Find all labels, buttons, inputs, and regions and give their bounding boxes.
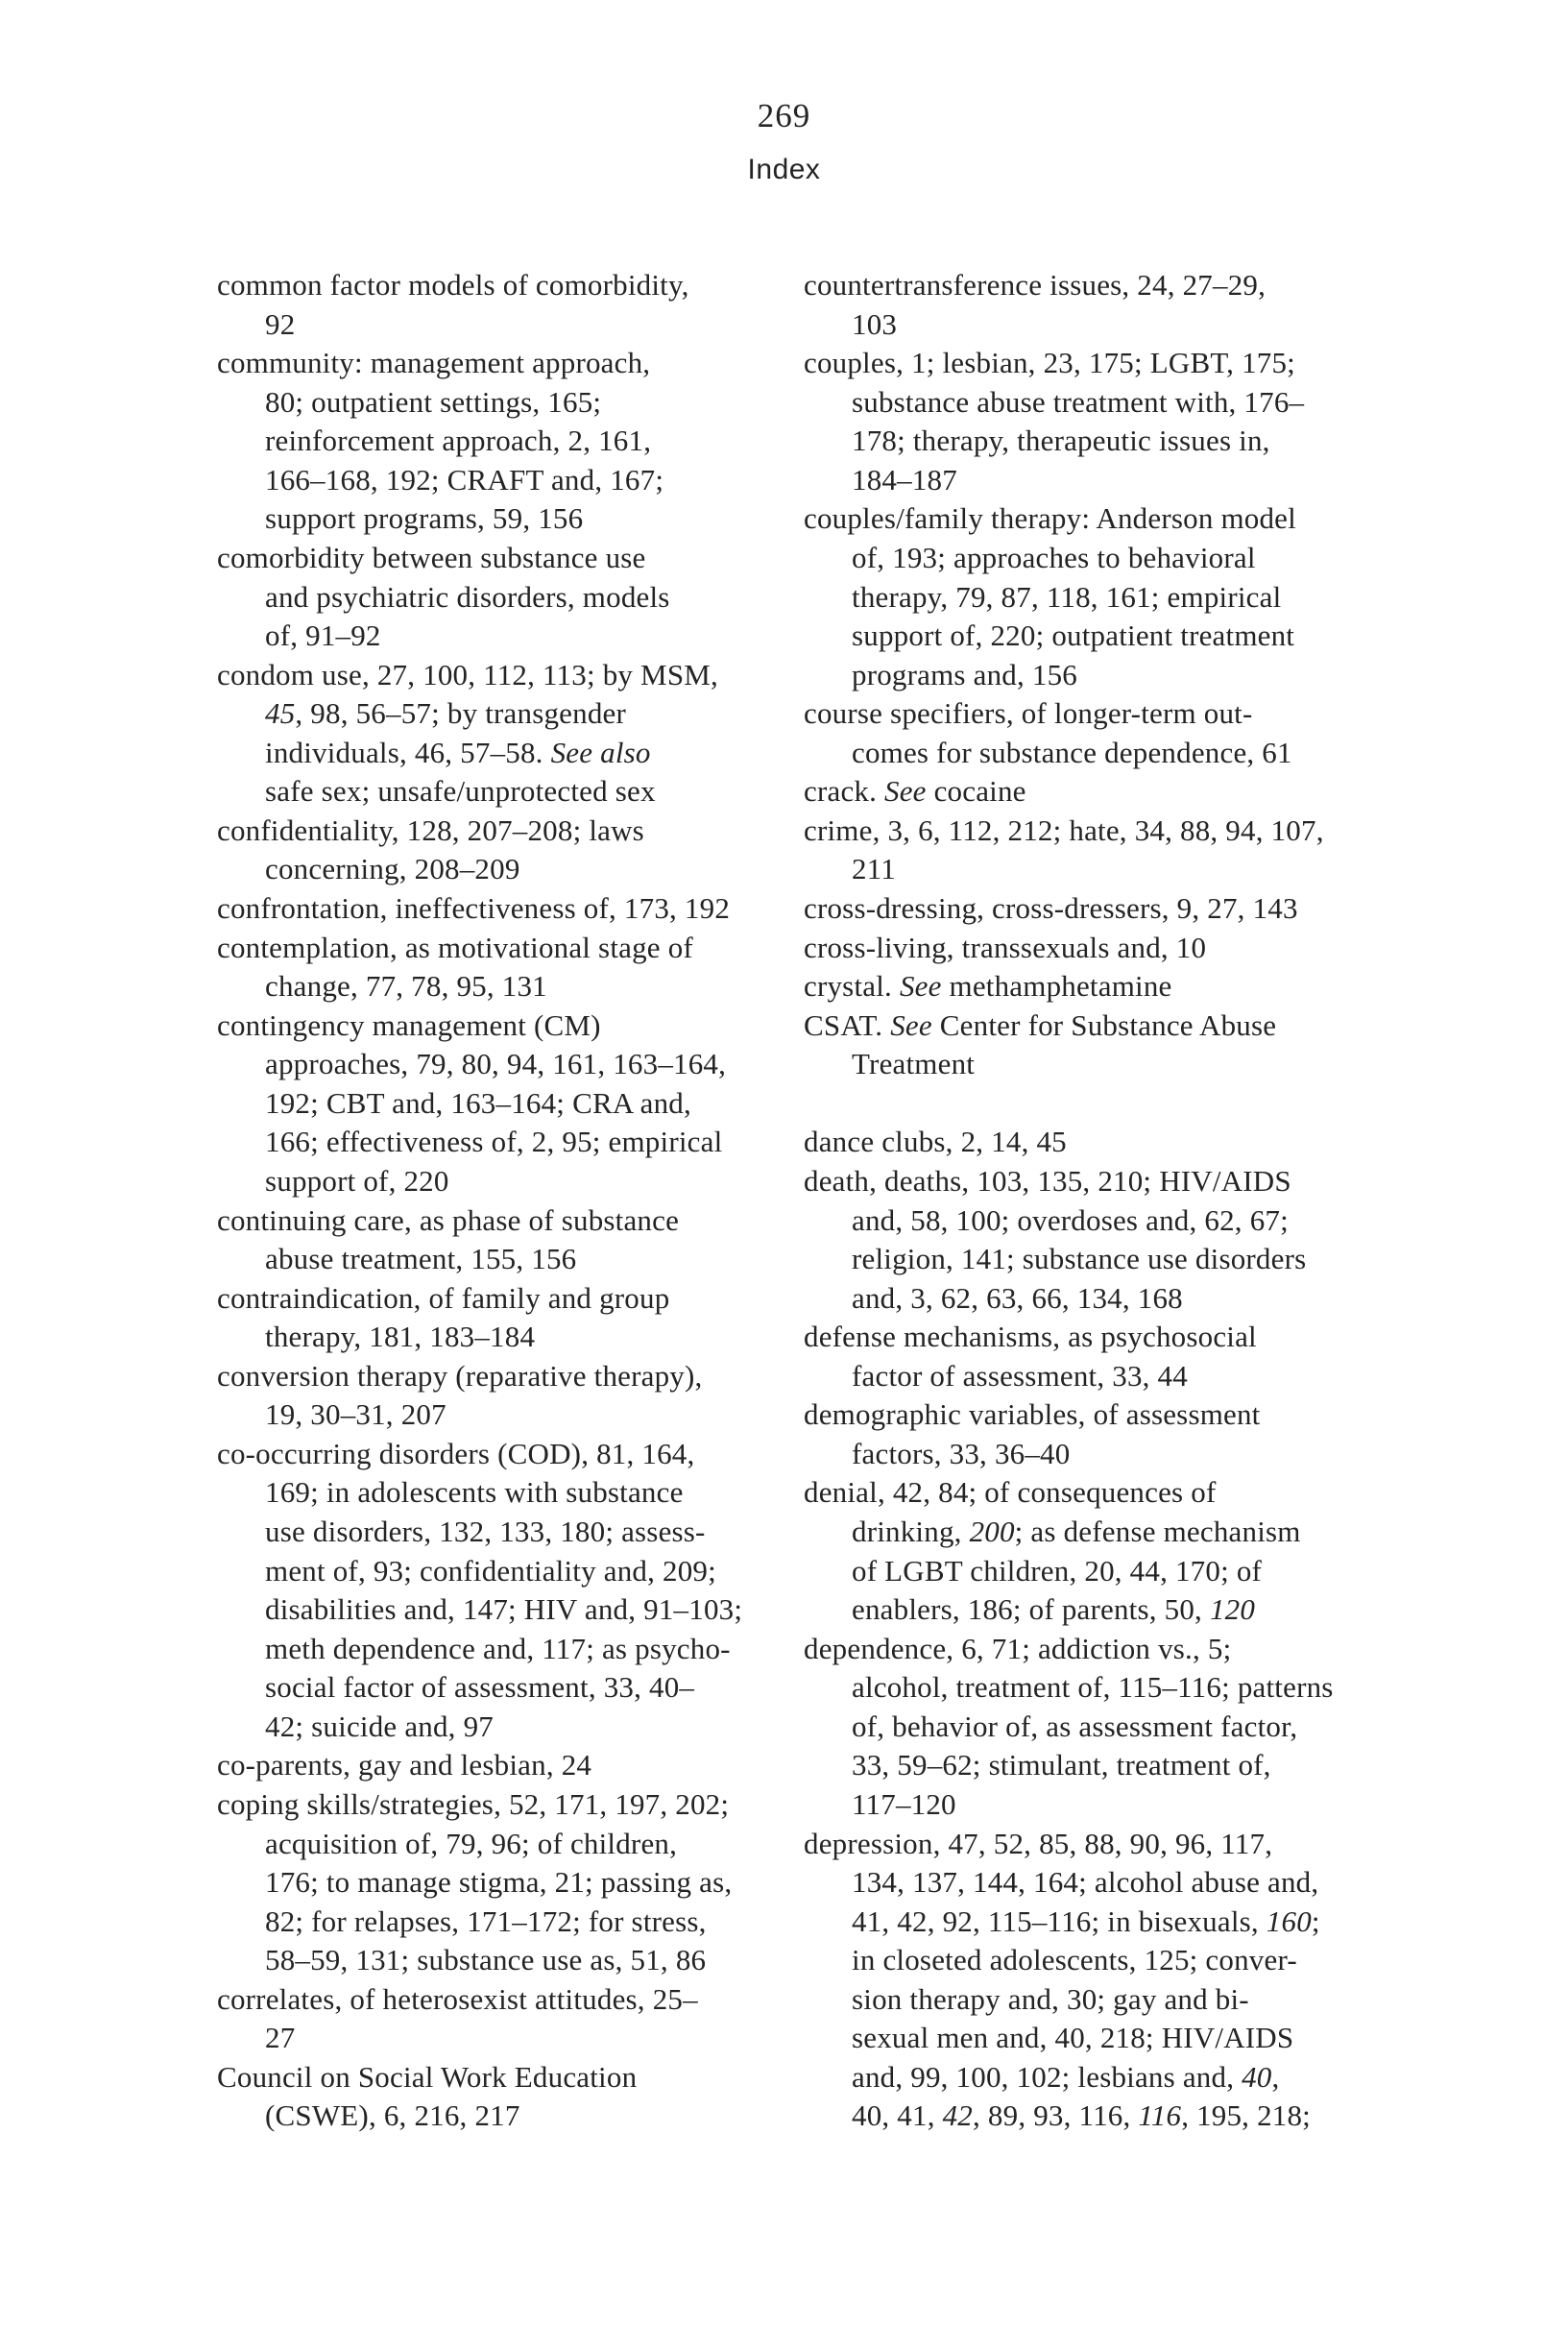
index-text-run: factor of assessment, 33, 44 <box>852 1358 1188 1393</box>
index-entry-continuation-line <box>804 1240 1437 1279</box>
index-text-run: demographic variables, of assessment <box>804 1397 1261 1432</box>
index-entry <box>217 656 793 812</box>
index-text-run: and psychiatric disorders, models <box>265 579 670 614</box>
index-text-run: sion therapy and, 30; gay and bi- <box>852 1981 1249 2016</box>
index-entry-continuation-line <box>217 1240 793 1279</box>
index-entry-continuation-line <box>804 1903 1437 1942</box>
index-entry-continuation-line <box>217 1590 793 1630</box>
index-entry-continuation-line <box>217 967 793 1006</box>
index-text-run: Center for Substance Abuse <box>931 1007 1277 1042</box>
index-entry-continuation-line <box>217 422 793 461</box>
index-text-run: disabilities and, 147; HIV and, 91–103; <box>265 1592 743 1627</box>
index-text-run: methamphetamine <box>941 969 1172 1004</box>
index-text-run: 184–187 <box>852 462 957 497</box>
index-text-run: 82; for relapses, 171–172; for stress, <box>265 1903 707 1938</box>
index-entry-continuation-line <box>217 1668 793 1708</box>
index-entry-continuation-line <box>804 1357 1437 1396</box>
index-text-run: , 195, 218; <box>1181 2098 1312 2133</box>
index-text-run: 103 <box>852 306 898 341</box>
index-entry-continuation-line <box>217 1473 793 1513</box>
index-text-run: 33, 59–62; stimulant, treatment of, <box>852 1748 1271 1782</box>
index-entry-first-line <box>217 1435 793 1474</box>
index-entry <box>804 344 1437 499</box>
index-text-run: alcohol, treatment of, 115–116; patterns <box>852 1670 1334 1705</box>
index-entry <box>217 812 793 889</box>
index-entry-continuation-line <box>217 617 793 656</box>
index-entry-first-line <box>217 812 793 851</box>
index-entry-continuation-line <box>804 305 1437 345</box>
index-entry-continuation-line <box>217 383 793 423</box>
index-entry <box>217 266 793 344</box>
index-text-run: enablers, 186; of parents, 50, <box>852 1592 1210 1627</box>
index-entry-continuation-line <box>804 850 1437 889</box>
index-entry-first-line <box>804 772 1437 812</box>
index-text-run: See <box>884 774 927 809</box>
index-entry <box>804 1630 1437 1825</box>
index-text-run: meth dependence and, 117; as psycho- <box>265 1631 731 1665</box>
index-entry-continuation-line <box>217 1941 793 1980</box>
index-entry-continuation-line <box>217 694 793 734</box>
index-text-run: dance clubs, 2, 14, 45 <box>804 1125 1067 1159</box>
index-entry-continuation-line <box>217 850 793 889</box>
index-text-run: common factor models of comorbidity, <box>217 268 689 302</box>
index-text-run: defense mechanisms, as psychosocial <box>804 1320 1257 1354</box>
index-text-run: 200 <box>969 1515 1015 1548</box>
index-entry-continuation-line <box>804 1746 1437 1785</box>
index-entry-continuation-line <box>804 1435 1437 1474</box>
index-entry-first-line <box>804 967 1437 1006</box>
index-entry-first-line <box>217 344 793 383</box>
index-text-run: countertransference issues, 24, 27–29, <box>804 268 1266 302</box>
index-entry-first-line <box>217 929 793 968</box>
index-text-run: See also <box>550 735 651 769</box>
index-entry-continuation-line <box>217 1395 793 1435</box>
index-entry <box>217 1357 793 1435</box>
index-entry-first-line <box>217 1006 793 1046</box>
index-entry <box>217 2058 793 2136</box>
index-text-run: safe sex; unsafe/unprotected sex <box>265 774 656 809</box>
index-column-right <box>804 266 1437 2136</box>
index-entry-first-line <box>217 889 793 929</box>
index-text-run: contemplation, as motivational stage of <box>217 930 693 964</box>
index-entry <box>217 889 793 929</box>
index-entry-first-line <box>804 929 1437 968</box>
index-entry-continuation-line <box>217 734 793 773</box>
index-text-run: support of, 220 <box>265 1163 449 1198</box>
index-entry-continuation-line <box>217 1825 793 1864</box>
index-entry-first-line <box>804 1123 1437 1162</box>
page-title: Index <box>747 154 821 185</box>
index-entry-continuation-line <box>217 1084 793 1124</box>
index-entry-continuation-line <box>804 539 1437 578</box>
index-entry-continuation-line <box>217 772 793 812</box>
index-text-run: CSAT. <box>804 1007 891 1042</box>
index-text-run: 19, 30–31, 207 <box>265 1397 446 1432</box>
index-entry-first-line <box>804 1473 1437 1513</box>
index-entry <box>804 1473 1437 1629</box>
index-text-run: 176; to manage stigma, 21; passing as, <box>265 1865 733 1900</box>
index-entry <box>804 1006 1437 1084</box>
index-entry-first-line <box>804 499 1437 539</box>
index-entry-first-line <box>804 1825 1437 1864</box>
index-text-run: 92 <box>265 306 296 341</box>
index-entry <box>804 772 1437 812</box>
index-entry-continuation-line <box>804 1552 1437 1591</box>
index-entry-first-line <box>804 694 1437 734</box>
index-entry-continuation-line <box>217 1863 793 1903</box>
index-entry-continuation-line <box>804 2097 1437 2136</box>
index-entry <box>217 1279 793 1357</box>
index-text-run: reinforcement approach, 2, 161, <box>265 424 652 458</box>
index-text-run: denial, 42, 84; of consequences of <box>804 1475 1217 1510</box>
index-entry-continuation-line <box>804 2058 1437 2097</box>
index-text-run: social factor of assessment, 33, 40– <box>265 1670 695 1705</box>
index-entry-continuation-line <box>217 2097 793 2136</box>
index-entry-continuation-line <box>804 422 1437 461</box>
index-entry-first-line <box>804 1630 1437 1669</box>
index-text-run: Council on Social Work Education <box>217 2059 638 2094</box>
index-text-run: , 98, 56–57; by transgender <box>295 696 627 731</box>
index-entry-continuation-line <box>217 499 793 539</box>
index-entry <box>804 1395 1437 1473</box>
index-entry-continuation-line <box>217 461 793 500</box>
index-entry-first-line <box>804 1318 1437 1357</box>
index-entry-first-line <box>217 1279 793 1319</box>
index-entry-continuation-line <box>804 1045 1437 1084</box>
index-entry-continuation-line <box>804 383 1437 423</box>
index-text-run: continuing care, as phase of substance <box>217 1202 680 1237</box>
index-text-run: 42 <box>942 2098 974 2133</box>
index-entry-first-line <box>804 266 1437 305</box>
index-column-left <box>217 266 793 2136</box>
index-entry <box>217 1435 793 1747</box>
index-entry-first-line <box>217 1357 793 1396</box>
index-entry-first-line <box>804 1395 1437 1435</box>
index-entry <box>217 1006 793 1201</box>
index-text-run: 116 <box>1138 2098 1182 2133</box>
index-text-run: and, 3, 62, 63, 66, 134, 168 <box>852 1280 1183 1315</box>
index-entry-first-line <box>804 889 1437 929</box>
index-text-run: ; <box>1311 1903 1320 1938</box>
index-entry-continuation-line <box>217 1318 793 1357</box>
index-text-run: 169; in adolescents with substance <box>265 1475 684 1510</box>
index-entry-continuation-line <box>217 305 793 345</box>
index-entry-continuation-line <box>804 1863 1437 1903</box>
index-entry <box>804 967 1437 1006</box>
index-text-run: support of, 220; outpatient treatment <box>852 618 1295 653</box>
index-text-run: programs and, 156 <box>852 657 1077 691</box>
index-text-run: comorbidity between substance use <box>217 540 646 574</box>
index-entry-continuation-line <box>804 1513 1437 1552</box>
index-entry-continuation-line <box>804 1785 1437 1825</box>
index-entry <box>217 929 793 1006</box>
index-text-run: individuals, 46, 57–58. <box>265 735 551 769</box>
index-text-run: couples, 1; lesbian, 23, 175; LGBT, 175; <box>804 346 1295 380</box>
page-number: 269 <box>757 97 811 134</box>
index-entry-continuation-line <box>217 2019 793 2058</box>
index-text-run: religion, 141; substance use disorders <box>852 1242 1307 1276</box>
index-text-run: of, 193; approaches to behavioral <box>852 540 1256 574</box>
index-text-run: in closeted adolescents, 125; conver- <box>852 1943 1297 1977</box>
index-entry-continuation-line <box>804 1941 1437 1980</box>
index-text-run: crack. <box>804 774 885 809</box>
index-text-run: Treatment <box>852 1047 976 1081</box>
index-text-run: of, behavior of, as assessment factor, <box>852 1709 1298 1743</box>
index-entry-first-line <box>217 2058 793 2097</box>
index-entry <box>217 539 793 656</box>
index-entry-continuation-line <box>804 1201 1437 1241</box>
index-entry-continuation-line <box>217 1630 793 1669</box>
index-text-run: sexual men and, 40, 218; HIV/AIDS <box>852 2021 1294 2055</box>
index-text-run: crystal. <box>804 969 900 1004</box>
index-text-run: correlates, of heterosexist attitudes, 25– <box>217 1981 698 2016</box>
index-entry-continuation-line <box>804 734 1437 773</box>
index-text-run: therapy, 79, 87, 118, 161; empirical <box>852 579 1282 614</box>
index-text-run: condom use, 27, 100, 112, 113; by MSM, <box>217 657 718 691</box>
index-text-run: concerning, 208–209 <box>265 852 520 886</box>
index-entry <box>217 344 793 539</box>
index-text-run: contraindication, of family and group <box>217 1280 670 1315</box>
index-entry-continuation-line <box>217 1162 793 1201</box>
index-entry <box>804 694 1437 772</box>
index-entry <box>804 1825 1437 2137</box>
index-text-run: ; as defense mechanism <box>1014 1515 1301 1548</box>
index-entry-continuation-line <box>804 617 1437 656</box>
index-text-run: 192; CBT and, 163–164; CRA and, <box>265 1085 691 1120</box>
index-entry-first-line <box>804 812 1437 851</box>
index-text-run: 166–168, 192; CRAFT and, 167; <box>265 462 664 497</box>
index-entry-continuation-line <box>804 461 1437 500</box>
index-entry <box>804 499 1437 694</box>
index-text-run: contingency management (CM) <box>217 1007 601 1042</box>
index-entry-continuation-line <box>217 1552 793 1591</box>
index-text-run: support programs, 59, 156 <box>265 501 584 536</box>
index-text-run: co-parents, gay and lesbian, 24 <box>217 1748 592 1782</box>
index-entry <box>804 1318 1437 1395</box>
index-text-run: 120 <box>1209 1592 1256 1627</box>
index-entry-first-line <box>217 1746 793 1785</box>
index-entry <box>804 812 1437 889</box>
index-entry-first-line <box>217 1980 793 2020</box>
index-text-run: dependence, 6, 71; addiction vs., 5; <box>804 1631 1232 1665</box>
index-entry <box>804 929 1437 968</box>
index-entry-continuation-line <box>804 1668 1437 1708</box>
index-text-run: 40 <box>1242 2059 1272 2094</box>
index-entry-continuation-line <box>804 1708 1437 1747</box>
index-text-run: , <box>1271 2059 1280 2094</box>
index-text-run: 160 <box>1266 1903 1312 1938</box>
index-text-run: death, deaths, 103, 135, 210; HIV/AIDS <box>804 1163 1291 1198</box>
index-entry-continuation-line <box>217 578 793 618</box>
index-text-run: and, 58, 100; overdoses and, 62, 67; <box>852 1202 1289 1237</box>
column-section-spacer <box>804 1084 1437 1124</box>
index-entry-continuation-line <box>804 656 1437 695</box>
index-text-run: abuse treatment, 155, 156 <box>265 1242 577 1276</box>
index-text-run: See <box>899 969 942 1004</box>
index-text-run: 80; outpatient settings, 165; <box>265 384 602 419</box>
index-text-run: comes for substance dependence, 61 <box>852 735 1292 769</box>
index-text-run: 117–120 <box>852 1786 956 1821</box>
index-text-run: 27 <box>265 2021 296 2055</box>
index-entry-first-line <box>217 266 793 305</box>
index-text-run: crime, 3, 6, 112, 212; hate, 34, 88, 94, 107, <box>804 812 1324 847</box>
index-entry-continuation-line <box>217 1513 793 1552</box>
index-entry-continuation-line <box>217 1903 793 1942</box>
index-text-run: and, 99, 100, 102; lesbians and, <box>852 2059 1242 2094</box>
index-entry-first-line <box>217 656 793 695</box>
index-text-run: cross-living, transsexuals and, 10 <box>804 930 1207 964</box>
index-entry-first-line <box>804 344 1437 383</box>
index-text-run: (CSWE), 6, 216, 217 <box>265 2098 520 2133</box>
index-text-run: 58–59, 131; substance use as, 51, 86 <box>265 1943 707 1977</box>
index-text-run: 211 <box>852 852 896 886</box>
index-text-run: confrontation, ineffectiveness of, 173, 192 <box>217 891 731 925</box>
index-entry-first-line <box>217 539 793 578</box>
index-text-run: See <box>890 1007 932 1042</box>
index-text-run: coping skills/strategies, 52, 171, 197, 202; <box>217 1786 730 1821</box>
index-entry <box>217 1980 793 2058</box>
index-text-run: course specifiers, of longer-term out- <box>804 696 1253 731</box>
index-entry-continuation-line <box>804 1590 1437 1630</box>
index-text-run: 134, 137, 144, 164; alcohol abuse and, <box>852 1865 1319 1900</box>
index-text-run: of LGBT children, 20, 44, 170; of <box>852 1553 1263 1588</box>
index-entry-continuation-line <box>804 578 1437 618</box>
index-text-run: 41, 42, 92, 115–116; in bisexuals, <box>852 1903 1266 1938</box>
index-text-run: use disorders, 132, 133, 180; assess- <box>265 1515 706 1548</box>
index-entry-continuation-line <box>804 1279 1437 1319</box>
index-text-run: approaches, 79, 80, 94, 161, 163–164, <box>265 1047 727 1081</box>
index-text-run: depression, 47, 52, 85, 88, 90, 96, 117, <box>804 1826 1273 1860</box>
index-text-run: couples/family therapy: Anderson model <box>804 501 1296 536</box>
index-entry-continuation-line <box>804 2019 1437 2058</box>
index-text-run: acquisition of, 79, 96; of children, <box>265 1826 678 1860</box>
index-entry <box>217 1201 793 1279</box>
index-text-run: 45 <box>265 696 296 731</box>
index-entry-first-line <box>804 1162 1437 1201</box>
index-entry <box>804 1123 1437 1162</box>
index-text-run: 178; therapy, therapeutic issues in, <box>852 424 1270 458</box>
index-entry-continuation-line <box>804 1980 1437 2020</box>
index-text-run: drinking, <box>852 1515 970 1548</box>
index-entry-continuation-line <box>217 1708 793 1747</box>
index-entry <box>804 266 1437 344</box>
index-text-run: conversion therapy (reparative therapy), <box>217 1358 703 1393</box>
index-text-run: co-occurring disorders (COD), 81, 164, <box>217 1436 695 1470</box>
index-entry <box>217 1746 793 1785</box>
index-text-run: change, 77, 78, 95, 131 <box>265 969 547 1004</box>
index-text-run: 42; suicide and, 97 <box>265 1709 494 1743</box>
index-text-run: cocaine <box>926 774 1026 809</box>
index-entry <box>804 889 1437 929</box>
index-entry-continuation-line <box>217 1123 793 1162</box>
index-entry <box>217 1785 793 1980</box>
index-text-run: confidentiality, 128, 207–208; laws <box>217 812 644 847</box>
index-entry-first-line <box>217 1785 793 1825</box>
index-entry-first-line <box>804 1006 1437 1046</box>
index-text-run: therapy, 181, 183–184 <box>265 1320 536 1354</box>
index-text-run: factors, 33, 36–40 <box>852 1436 1071 1470</box>
index-text-run: community: management approach, <box>217 346 651 380</box>
index-text-run: 166; effectiveness of, 2, 95; empirical <box>265 1125 723 1159</box>
index-text-run: substance abuse treatment with, 176– <box>852 384 1305 419</box>
index-entry-first-line <box>217 1201 793 1241</box>
index-text-run: 40, 41, <box>852 2098 943 2133</box>
index-text-run: of, 91–92 <box>265 618 381 653</box>
index-text-run: ment of, 93; confidentiality and, 209; <box>265 1553 716 1588</box>
index-text-run: , 89, 93, 116, <box>973 2098 1139 2133</box>
index-entry <box>804 1162 1437 1318</box>
index-entry-continuation-line <box>217 1045 793 1084</box>
index-text-run: cross-dressing, cross-dressers, 9, 27, 143 <box>804 891 1298 925</box>
